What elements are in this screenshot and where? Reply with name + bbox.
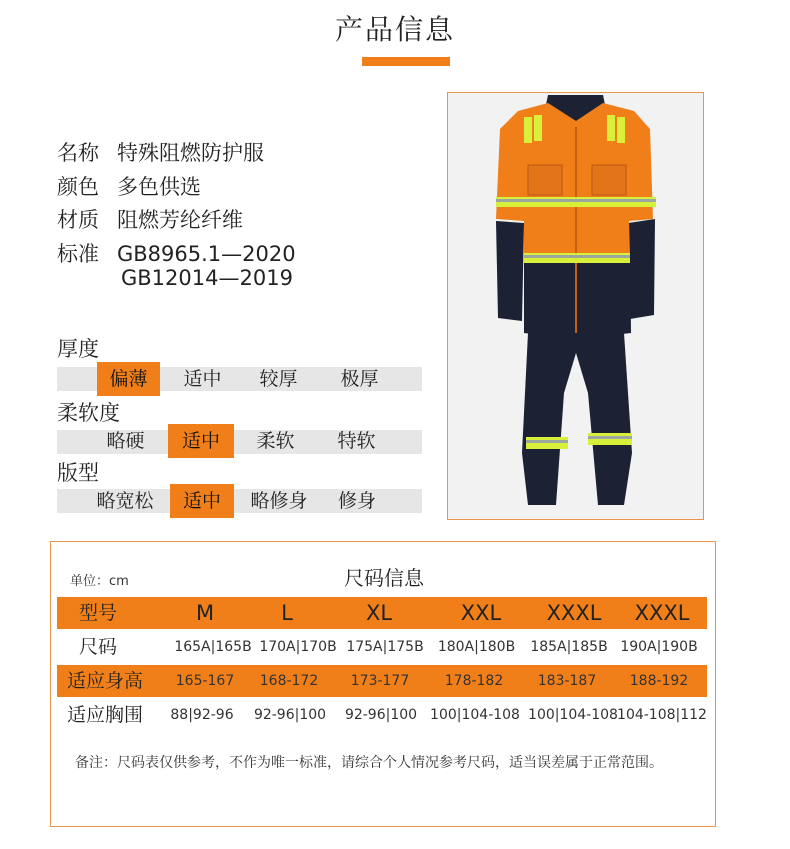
product-image (447, 92, 704, 520)
thickness-option-thin[interactable]: 偏薄 (97, 362, 160, 396)
size-header-cell: XXL (460, 601, 502, 625)
unit-label: 单位：cm (70, 574, 129, 589)
coverall-illustration (448, 93, 704, 520)
table-cell: 92-96|100 (344, 707, 418, 723)
info-standard-row (57, 238, 296, 268)
table-cell: 104-108|112 (617, 707, 707, 723)
fit-option-medium[interactable]: 适中 (170, 484, 234, 518)
size-chart-card (50, 541, 716, 827)
info-name-value: 特殊阻燃防护服 (117, 141, 264, 165)
softness-option-medium[interactable]: 适中 (168, 424, 234, 458)
fit-option-fitted[interactable]: 修身 (337, 490, 376, 512)
size-header-cell: L (281, 601, 293, 625)
info-color-row (57, 171, 201, 201)
thickness-label: 厚度 (57, 337, 99, 361)
table-cell: 165-167 (175, 673, 235, 689)
row-label: 尺码 (78, 636, 117, 658)
title-underline (362, 57, 450, 66)
thickness-option-very-thick[interactable]: 极厚 (340, 368, 379, 390)
info-name-row (57, 137, 264, 167)
thickness-option-medium[interactable]: 适中 (183, 368, 222, 390)
fit-option-slim[interactable]: 略修身 (250, 490, 308, 512)
size-header-row (57, 597, 707, 629)
row-label: 适应身高 (66, 670, 143, 692)
table-cell: 170A|170B (259, 639, 337, 655)
softness-label: 柔软度 (57, 401, 120, 425)
table-cell: 188-192 (629, 673, 689, 689)
table-cell: 168-172 (259, 673, 319, 689)
info-standard-value-2: GB12014—2019 (121, 266, 293, 290)
table-cell: 185A|185B (530, 639, 608, 655)
table-cell: 173-177 (350, 673, 410, 689)
softness-option-soft[interactable]: 柔软 (256, 430, 295, 452)
info-material-row (57, 204, 243, 234)
info-material-key: 材质 (57, 208, 99, 232)
table-cell: 165A|165B (174, 639, 252, 655)
softness-option-very-soft[interactable]: 特软 (337, 430, 376, 452)
table-cell: 92-96|100 (253, 707, 327, 723)
table-cell: 100|104-108 (528, 707, 618, 723)
size-header-label: 型号 (78, 602, 117, 624)
size-chart-title: 尺码信息 (344, 566, 424, 590)
table-row (57, 699, 707, 731)
size-header-cell: XL (365, 601, 393, 625)
table-cell: 100|104-108 (430, 707, 520, 723)
info-standard-value: GB8965.1—2020 (117, 242, 296, 266)
table-cell: 178-182 (444, 673, 504, 689)
info-color-value: 多色供选 (117, 175, 201, 199)
size-note: 备注：尺码表仅供参考，不作为唯一标准，请综合个人情况参考尺码，适当误差属于正常范围。 (75, 755, 663, 771)
softness-option-stiff[interactable]: 略硬 (106, 430, 145, 452)
table-cell: 175A|175B (346, 639, 424, 655)
fit-option-loose[interactable]: 略宽松 (96, 490, 154, 512)
fit-label: 版型 (57, 461, 99, 485)
table-cell: 88|92-96 (170, 707, 234, 723)
info-name-key: 名称 (57, 141, 99, 165)
table-cell: 183-187 (537, 673, 597, 689)
table-cell: 180A|180B (437, 639, 516, 655)
size-header-cell: XXXL (634, 601, 690, 625)
table-row (57, 631, 707, 663)
table-row (57, 665, 707, 697)
info-material-value: 阻燃芳纶纤维 (117, 208, 243, 232)
row-label: 适应胸围 (66, 704, 143, 726)
info-color-key: 颜色 (57, 175, 99, 199)
table-cell: 190A|190B (620, 639, 698, 655)
size-header-cell: M (195, 601, 215, 625)
info-standard-key: 标准 (57, 242, 99, 266)
page-title: 产品信息 (334, 13, 455, 46)
size-header-cell: XXXL (546, 601, 602, 625)
thickness-option-thick[interactable]: 较厚 (259, 368, 298, 390)
